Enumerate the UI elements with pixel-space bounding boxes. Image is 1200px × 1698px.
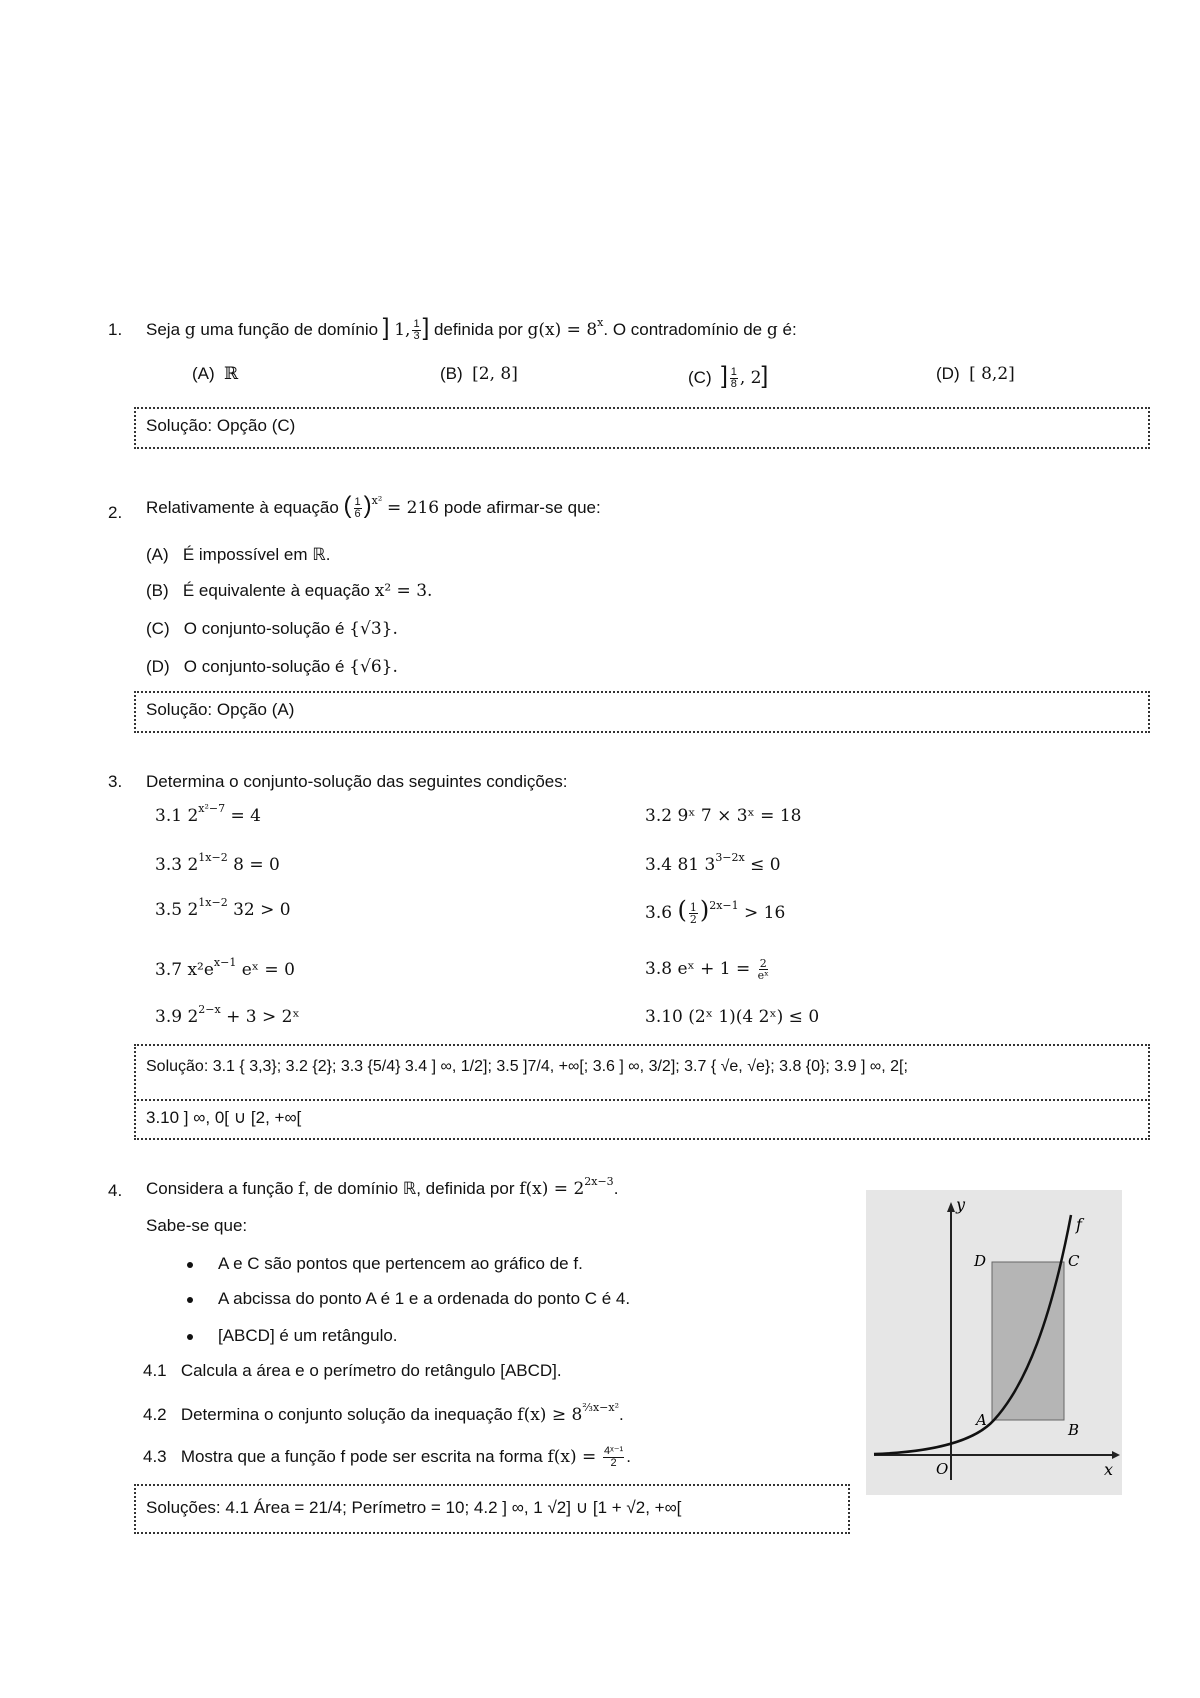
q3-item-3-3: 3.3 $2^{1x-2}$ 8 = 0 xyxy=(155,851,280,875)
q1-text-e: é: xyxy=(782,320,797,339)
q2-option-b: (B) É equivalente à equação x² = 3. xyxy=(146,581,433,601)
q3-solution-divider xyxy=(134,1099,1150,1101)
point-b-label: B xyxy=(1068,1421,1080,1439)
q4-graph-svg xyxy=(866,1190,1122,1495)
q4-bullet-2-text: A abcissa do ponto A é 1 e a ordenada do ponto C é 4. xyxy=(218,1289,631,1308)
q3-statement: Determina o conjunto-solução das seguintes condições: xyxy=(146,772,568,791)
q3-item-3-2: 3.2 9ˣ 7 × 3ˣ = 18 xyxy=(645,806,802,826)
q2-number: 2. xyxy=(108,503,123,522)
q4-bullet-1-text: A e C são pontos que pertencem ao gráfico de f. xyxy=(218,1254,583,1273)
q1-number: 1. xyxy=(108,320,123,339)
q3-item-3-1: 3.1 $2^{x^2-7} = 4$ xyxy=(155,802,261,826)
q4-figure xyxy=(866,1190,1122,1495)
q1-formula-exp: x xyxy=(597,316,604,329)
q1-formula: g(x) = 8 xyxy=(527,320,598,340)
q4-number: 4. xyxy=(108,1181,123,1200)
q3-solution-line2: 3.10 ] ∞, 0[ ∪ [2, +∞[ xyxy=(146,1108,302,1127)
q4-bullet-3-text: [ABCD] é um retângulo. xyxy=(218,1326,398,1345)
q2-option-c: (C) O conjunto-solução é {√3}. xyxy=(146,619,398,639)
q1-statement xyxy=(146,314,797,343)
q2-option-d: (D) O conjunto-solução é {√6}. xyxy=(146,657,398,677)
q4-statement: Considera a função f, de domínio ℝ, definida por $f(x) = 2^{2x-3}$. xyxy=(146,1175,619,1199)
q1-text-d: . O contradomínio de xyxy=(603,320,763,339)
q1-g2: g xyxy=(766,320,778,340)
q3-item-3-7: 3.7 $x^2e^{x-1}$ eˣ = 0 xyxy=(155,956,295,980)
point-a-label: A xyxy=(976,1411,987,1429)
q4-sub-4-1: 4.1 Calcula a área e o perímetro do retângulo [ABCD]. xyxy=(143,1361,562,1380)
q3-solution-line1: Solução: 3.1 { 3,3}; 3.2 {2}; 3.3 {5/4} 3.4 ] ∞, 1/2]; 3.5 ]7/4, +∞[; 3.6 ] ∞, 3/2]; 3.7 { √e, √e}; 3.8 {0}; 3.9 ] ∞, 2[; xyxy=(146,1058,908,1075)
q1-option-a: (A) ℝ xyxy=(192,364,239,384)
q2-statement: Relativamente à equação ( $\frac{1}{6}$ )$^{x^2}$ = 216 pode afirmar-se que: xyxy=(146,492,601,521)
q4-bullet-2 xyxy=(187,1297,193,1303)
q1-option-b: (B) [2, 8] xyxy=(440,364,518,384)
point-d-label: D xyxy=(974,1252,987,1270)
q4-known: Sabe-se que: xyxy=(146,1216,248,1235)
q1-domain-frac: $\frac{1}{3}$ xyxy=(413,318,420,343)
q2-option-a: (A) É impossível em ℝ. xyxy=(146,545,331,564)
q1-bracket-left: ] xyxy=(382,314,390,341)
q4-bullet-3 xyxy=(187,1334,193,1340)
q3-item-3-5: 3.5 $2^{1x-2}$ 32 > 0 xyxy=(155,896,291,920)
q4-sub-4-2: 4.2 Determina o conjunto solução da inequação $f(x) \ge 8^{\frac{2}{3}x-x^2}$. xyxy=(143,1401,624,1425)
q3-item-3-10: 3.10 (2ˣ 1)(4 2ˣ) ≤ 0 xyxy=(645,1007,820,1027)
origin-label: O xyxy=(936,1460,949,1478)
q4-solution: Soluções: 4.1 Área = 21/4; Perímetro = 10; 4.2 ] ∞, 1 √2] ∪ [1 + √2, +∞[ xyxy=(146,1498,682,1517)
q3-item-3-4: 3.4 81 $3^{3-2x} \le 0$ xyxy=(645,851,781,875)
q1-domain-left: 1, xyxy=(394,320,411,340)
q1-bracket-right: ] xyxy=(422,314,430,341)
q3-item-3-9: 3.9 $2^{2-x} + 3$ > 2ˣ xyxy=(155,1003,300,1027)
rectangle-abcd xyxy=(992,1262,1064,1420)
f-label: f xyxy=(1076,1215,1082,1234)
q3-item-3-8: 3.8 eˣ + 1 = $\frac{2}{\text{eˣ}}$ xyxy=(645,957,769,982)
x-label: x xyxy=(1104,1460,1114,1479)
q3-number: 3. xyxy=(108,772,123,791)
q1-text-c: definida por xyxy=(433,320,523,339)
q1-option-d: (D) [ 8,2] xyxy=(936,364,1015,384)
point-c-label: C xyxy=(1068,1252,1080,1270)
q4-bullet-1 xyxy=(187,1262,193,1268)
y-label: y xyxy=(956,1195,966,1214)
q4-sub-4-3: 4.3 Mostra que a função f pode ser escrita na forma f(x) = $\frac{\text{4ˣ⁻¹}}{2}$ . xyxy=(143,1445,631,1469)
q2-solution: Solução: Opção (A) xyxy=(146,700,295,719)
q1-g: g xyxy=(184,320,196,340)
q1-text-b: uma função de domínio xyxy=(200,320,379,339)
q1-option-c: (C) ] $\frac{1}{8}$ , 2] xyxy=(688,362,769,391)
q3-item-3-6: 3.6 ( $\frac{1}{2}$ )$^{2x-1}$ > 16 xyxy=(645,896,786,926)
q1-solution: Solução: Opção (C) xyxy=(146,416,296,435)
q1-text-a: Seja xyxy=(146,320,181,339)
